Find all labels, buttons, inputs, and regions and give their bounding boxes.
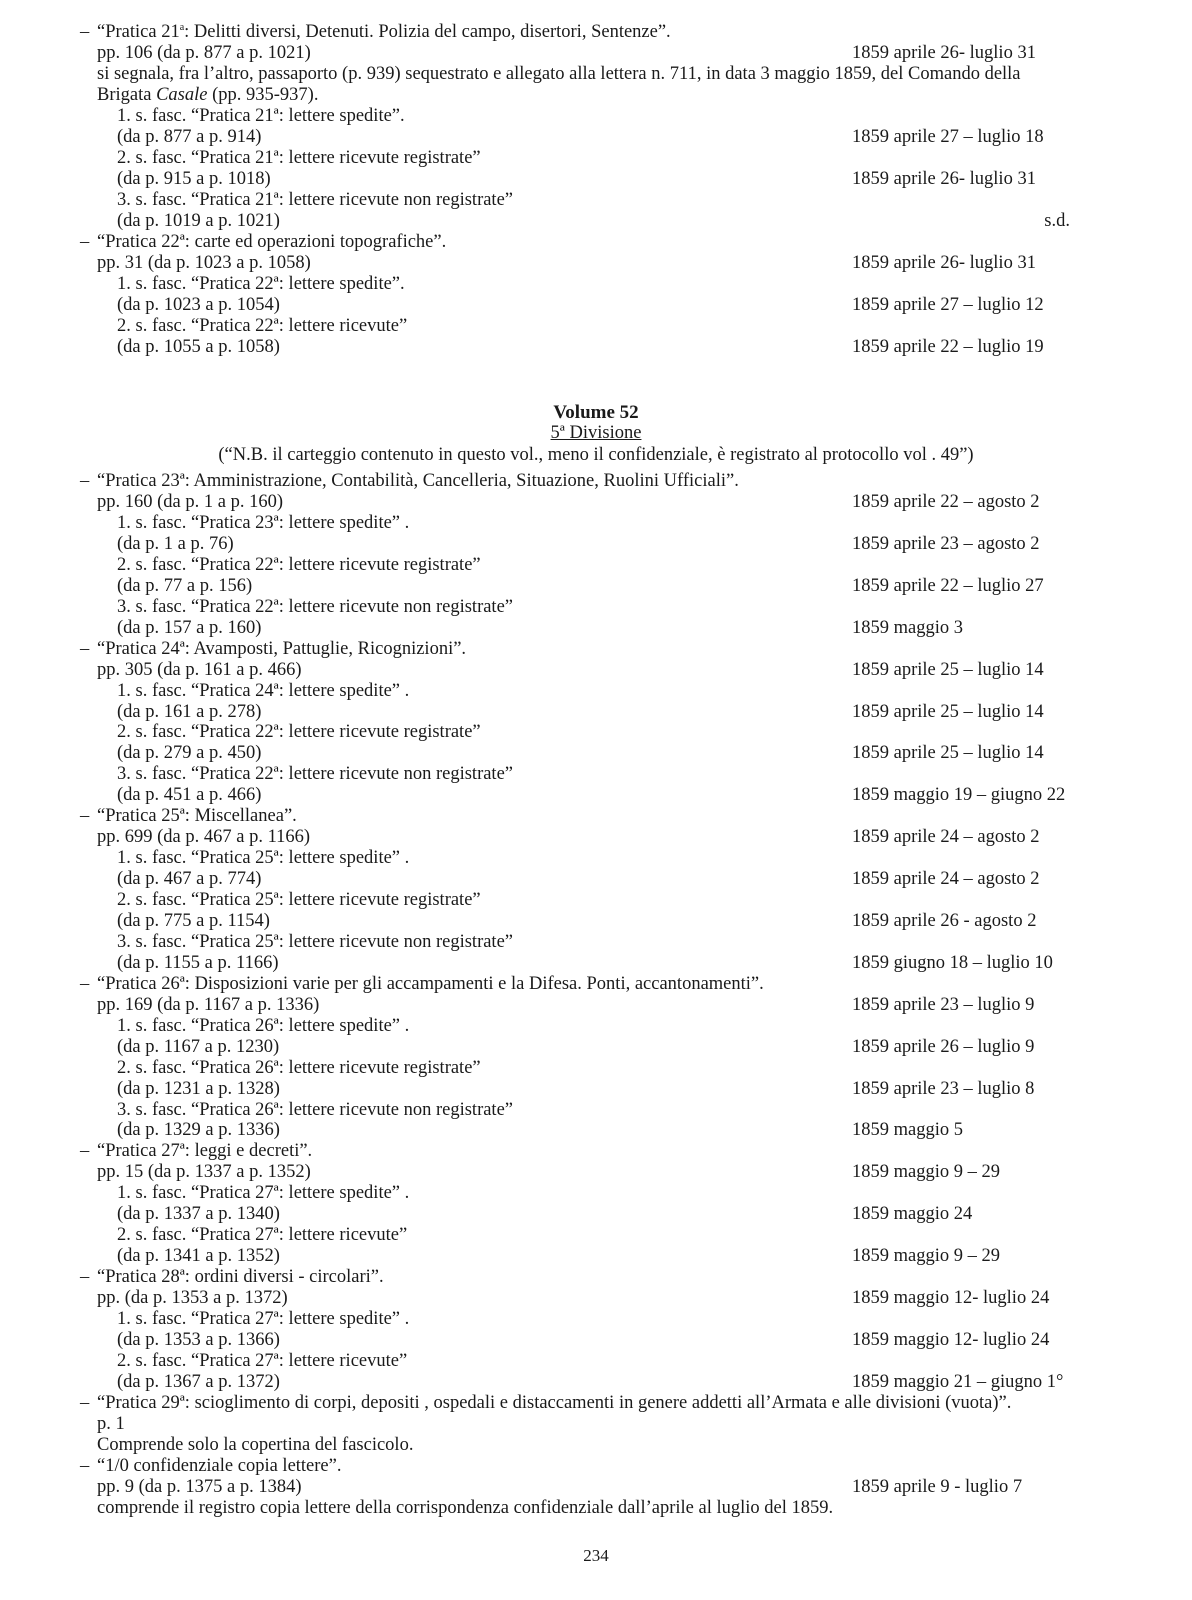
subfolder-title: 1. s. fasc. “Pratica 22ª: lettere spedite”.: [117, 274, 405, 294]
date-range: 1859 aprile 26 – luglio 9: [852, 1036, 1035, 1057]
entry-text: (da p. 157 a p. 160): [117, 617, 262, 638]
entry-title: “Pratica 21: [97, 22, 180, 42]
list-item: [0, 1456, 1192, 1477]
list-item: [0, 722, 1192, 743]
entry-text: 2. s. fasc. “Pratica 22ª: lettere ricevute registrate”: [117, 554, 481, 575]
date-range: 1859 maggio 5: [852, 1120, 963, 1141]
entry-text: 3. s. fasc. “Pratica 25ª: lettere ricevute non registrate”: [117, 931, 513, 952]
entry-text: (da p. 1 a p. 76): [117, 533, 234, 554]
list-item: [0, 1120, 1192, 1141]
date-range: 1859 maggio 3: [852, 617, 963, 638]
list-item: [0, 1435, 1192, 1456]
entry-text: pp. 9 (da p. 1375 a p. 1384): [97, 1476, 302, 1497]
date-range: 1859 aprile 26 - agosto 2: [852, 911, 1037, 931]
list-item: [0, 1225, 1192, 1246]
entry-text: pp. 305 (da p. 161 a p. 466): [97, 659, 302, 680]
list-item: [0, 1393, 1192, 1414]
entry-text: (da p. 77 a p. 156): [117, 575, 253, 596]
entry-text: 2. s. fasc. “Pratica 25ª: lettere ricevute registrate”: [117, 890, 481, 910]
list-item: [0, 1100, 1192, 1121]
list-item: [0, 911, 1192, 932]
list-item: [0, 995, 1192, 1016]
list-item: [0, 295, 1192, 316]
entry-text: 1. s. fasc. “Pratica 23ª: lettere spedite” .: [117, 512, 410, 533]
entry-text: 2. s. fasc. “Pratica 22ª: lettere ricevute registrate”: [117, 722, 481, 743]
entry-text: 2. s. fasc. “Pratica 26ª: lettere ricevute registrate”: [117, 1057, 481, 1078]
list-item: [0, 848, 1192, 869]
list-item: – “Pratica 22ª: carte ed operazioni topografiche”.: [80, 232, 447, 252]
list-item: [0, 764, 1192, 785]
date-range: 1859 aprile 9 - luglio 7: [852, 1476, 1023, 1497]
list-item: [0, 169, 1192, 190]
entry-text: 1. s. fasc. “Pratica 25ª: lettere spedite” .: [117, 848, 410, 869]
list-item: [0, 890, 1192, 911]
entry-text: (da p. 775 a p. 1154): [117, 911, 270, 931]
entry-text: 2. s. fasc. “Pratica 27ª: lettere ricevute”: [117, 1225, 408, 1246]
entry-text: comprende il registro copia lettere della corrispondenza confidenziale dall’aprile al luglio del 1859.: [97, 1497, 834, 1518]
list-item: [0, 1330, 1192, 1351]
list-item: [0, 1288, 1192, 1309]
list-item: [0, 1309, 1192, 1330]
dash-marker: –: [80, 638, 90, 659]
list-item: [0, 1183, 1192, 1204]
list-item: – “Pratica 21$^a$: Delitti diversi, Detenuti. Polizia del campo, disertori, Sentenze”.: [80, 21, 671, 42]
entry-text: pp. 169 (da p. 1167 a p. 1336): [97, 994, 320, 1015]
entry-title: “Pratica 26ª: Disposizioni varie per gli accampamenti e la Difesa. Ponti, accantonamenti”.: [97, 973, 764, 994]
date-range: 1859 aprile 25 – luglio 14: [852, 701, 1044, 722]
page-range: (da p. 1019 a p. 1021): [117, 211, 280, 231]
page-range: pp. 106 (da p. 877 a p. 1021): [97, 43, 311, 63]
entry-title: “Pratica 29ª: scioglimento di corpi, depositi , ospedali e distaccamenti in genere addetti all’Armata e alle divisioni (vuota)”.: [97, 1392, 1012, 1413]
note-text: si segnala, fra l’altro, passaporto (p. 939) sequestrato e allegato alla lettera n. 711, in data 3 maggio 1859, del Comando della: [97, 64, 1021, 84]
date-range: 1859 aprile 26- luglio 31: [852, 43, 1036, 63]
entry-text: pp. (da p. 1353 a p. 1372): [97, 1288, 288, 1308]
dash-marker: –: [80, 806, 90, 827]
date-range: 1859 aprile 25 – luglio 14: [852, 659, 1044, 680]
subfolder-title: 2. s. fasc. “Pratica 22ª: lettere ricevute”: [117, 316, 408, 336]
list-item: [0, 253, 1192, 274]
dash-marker: –: [80, 1267, 90, 1288]
date-range: 1859 aprile 26- luglio 31: [852, 253, 1036, 273]
date-range: 1859 aprile 26- luglio 31: [852, 169, 1036, 189]
list-item: [0, 211, 1192, 232]
list-item: [0, 274, 1192, 295]
date-range: 1859 aprile 25 – luglio 14: [852, 743, 1044, 764]
dash-marker: –: [80, 471, 90, 491]
list-item: [0, 492, 1192, 513]
entry-title: “Pratica 22ª: carte ed operazioni topografiche”.: [97, 232, 447, 252]
list-item: [0, 64, 1192, 85]
date-range: s.d.: [1044, 211, 1070, 231]
list-item: [0, 1037, 1192, 1058]
entry-text: 1. s. fasc. “Pratica 26ª: lettere spedite” .: [117, 1015, 410, 1036]
entry-title: “Pratica 24ª: Avamposti, Pattuglie, Ricognizioni”.: [97, 638, 467, 659]
entry-text: pp. 699 (da p. 467 a p. 1166): [97, 827, 311, 848]
entry-title: “Pratica 25ª: Miscellanea”.: [97, 806, 297, 827]
list-item: [0, 953, 1192, 974]
entry-text: (da p. 1167 a p. 1230): [117, 1036, 280, 1057]
list-item: [0, 471, 1192, 492]
subfolder-title: 3. s. fasc. “Pratica 21ª: lettere ricevute non registrate”: [117, 190, 513, 210]
list-item: [0, 85, 1192, 106]
list-item: [0, 316, 1192, 337]
list-item: [0, 743, 1192, 764]
list-item: [0, 576, 1192, 597]
list-item: [0, 1351, 1192, 1372]
page-range: pp. 31 (da p. 1023 a p. 1058): [97, 253, 311, 273]
list-item: [0, 555, 1192, 576]
entry-text: 1. s. fasc. “Pratica 27ª: lettere spedite” .: [117, 1309, 410, 1329]
entry-text: 3. s. fasc. “Pratica 22ª: lettere ricevute non registrate”: [117, 764, 513, 785]
date-range: 1859 maggio 21 – giugno 1°: [852, 1371, 1064, 1392]
dash-marker: –: [80, 1392, 90, 1413]
list-item: [0, 1204, 1192, 1225]
subfolder-title: 2. s. fasc. “Pratica 21ª: lettere ricevute registrate”: [117, 148, 481, 168]
note-text: Brigata Casale (pp. 935-937).: [97, 85, 319, 105]
dash-marker: –: [80, 1141, 90, 1162]
list-item: [0, 681, 1192, 702]
list-item: [0, 618, 1192, 639]
date-range: 1859 aprile 22 – luglio 19: [852, 337, 1044, 357]
list-item: [0, 127, 1192, 148]
entry-text: 1. s. fasc. “Pratica 24ª: lettere spedite” .: [117, 680, 410, 701]
date-range: 1859 aprile 22 – agosto 2: [852, 491, 1040, 512]
entry-text: (da p. 467 a p. 774): [117, 869, 262, 889]
entry-text: (da p. 1231 a p. 1328): [117, 1078, 280, 1099]
date-range: 1859 maggio 12- luglio 24: [852, 1329, 1050, 1350]
entry-text: 3. s. fasc. “Pratica 22ª: lettere ricevute non registrate”: [117, 596, 513, 617]
date-range: 1859 maggio 19 – giugno 22: [852, 785, 1066, 806]
list-item: [0, 106, 1192, 127]
list-item: [0, 1414, 1192, 1435]
entry-text: (da p. 279 a p. 450): [117, 743, 262, 764]
entry-title: “1/0 confidenziale copia lettere”.: [97, 1455, 342, 1476]
page-range: (da p. 1023 a p. 1054): [117, 295, 280, 315]
entry-text: Comprende solo la copertina del fascicolo.: [97, 1434, 414, 1455]
list-item: [0, 597, 1192, 618]
entry-text: (da p. 1329 a p. 1336): [117, 1120, 280, 1141]
entry-title: “Pratica 27ª: leggi e decreti”.: [97, 1141, 313, 1162]
date-range: 1859 aprile 24 – agosto 2: [852, 827, 1040, 848]
list-item: [0, 806, 1192, 827]
entry-text: p. 1: [97, 1413, 125, 1434]
entry-text: (da p. 1367 a p. 1372): [117, 1371, 280, 1392]
list-item: [0, 1058, 1192, 1079]
date-range: 1859 maggio 9 – 29: [852, 1246, 1000, 1267]
date-range: 1859 aprile 24 – agosto 2: [852, 869, 1040, 889]
entry-text: 1. s. fasc. “Pratica 27ª: lettere spedite” .: [117, 1183, 410, 1204]
entry-text: (da p. 1353 a p. 1366): [117, 1329, 280, 1350]
entry-text: (da p. 451 a p. 466): [117, 785, 262, 806]
volume-note: (“N.B. il carteggio contenuto in questo vol., meno il confidenziale, è registrato al protocollo vol . 49”): [218, 445, 974, 465]
list-item: [0, 1498, 1192, 1519]
page-number: 234: [583, 1546, 609, 1565]
list-item: [0, 1372, 1192, 1393]
list-item: [0, 932, 1192, 953]
dash-marker: –: [80, 1455, 90, 1476]
date-range: 1859 maggio 9 – 29: [852, 1162, 1000, 1183]
entry-text: 2. s. fasc. “Pratica 27ª: lettere ricevute”: [117, 1350, 408, 1371]
division-title: 5ª Divisione: [550, 423, 642, 443]
entry-text: (da p. 1155 a p. 1166): [117, 952, 279, 973]
entry-text: pp. 160 (da p. 1 a p. 160): [97, 491, 283, 512]
dash-marker: –: [80, 973, 90, 994]
entry-text: (da p. 1341 a p. 1352): [117, 1246, 280, 1267]
date-range: 1859 aprile 23 – luglio 8: [852, 1078, 1035, 1099]
list-item: [0, 785, 1192, 806]
page-range: (da p. 915 a p. 1018): [117, 169, 271, 189]
subfolder-title: 1. s. fasc. “Pratica 21ª: lettere spedite”.: [117, 106, 405, 126]
date-range: 1859 aprile 23 – luglio 9: [852, 994, 1035, 1015]
entry-title: “Pratica 28ª: ordini diversi - circolari”.: [97, 1267, 384, 1288]
list-item: [0, 513, 1192, 534]
date-range: 1859 maggio 24: [852, 1204, 973, 1225]
list-item: [0, 702, 1192, 723]
list-item: [0, 534, 1192, 555]
list-item: [0, 1079, 1192, 1100]
list-item: [0, 43, 1192, 64]
list-item: [0, 337, 1192, 358]
list-item: [0, 1162, 1192, 1183]
entry-text: 3. s. fasc. “Pratica 26ª: lettere ricevute non registrate”: [117, 1099, 513, 1120]
list-item: [0, 974, 1192, 995]
page-range: (da p. 877 a p. 914): [117, 127, 262, 147]
list-item: [0, 1016, 1192, 1037]
list-item: [0, 1246, 1192, 1267]
entry-title: “Pratica 23ª: Amministrazione, Contabilità, Cancelleria, Situazione, Ruolini Ufficiali”.: [97, 471, 739, 491]
date-range: 1859 maggio 12- luglio 24: [852, 1288, 1050, 1308]
list-item: [0, 1141, 1192, 1162]
list-item: [0, 660, 1192, 681]
date-range: 1859 aprile 27 – luglio 12: [852, 295, 1044, 315]
list-item: [0, 1477, 1192, 1498]
date-range: 1859 giugno 18 – luglio 10: [852, 952, 1053, 973]
date-range: 1859 aprile 22 – luglio 27: [852, 575, 1044, 596]
date-range: 1859 aprile 27 – luglio 18: [852, 127, 1044, 147]
list-item: [0, 827, 1192, 848]
entry-text: pp. 15 (da p. 1337 a p. 1352): [97, 1162, 311, 1183]
page-range: (da p. 1055 a p. 1058): [117, 337, 280, 357]
list-item: [0, 190, 1192, 211]
list-item: [0, 148, 1192, 169]
date-range: 1859 aprile 23 – agosto 2: [852, 533, 1040, 554]
entry-text: (da p. 1337 a p. 1340): [117, 1204, 280, 1225]
entry-text: (da p. 161 a p. 278): [117, 701, 262, 722]
list-item: [0, 639, 1192, 660]
list-item: [0, 869, 1192, 890]
volume-title: Volume 52: [553, 402, 639, 423]
list-item: [0, 1267, 1192, 1288]
